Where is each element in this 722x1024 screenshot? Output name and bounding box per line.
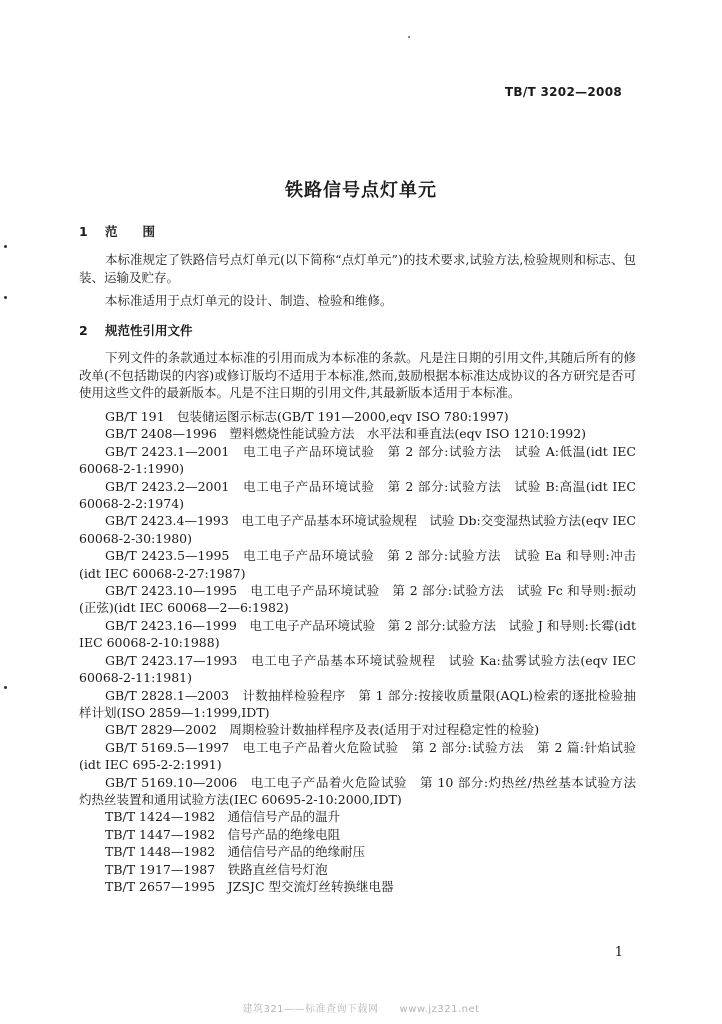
reference-item: TB/T 1447—1982 信号产品的绝缘电阻 — [105, 826, 341, 842]
section-title: 范 围 — [105, 224, 156, 239]
reference-item: GB/T 5169.10—2006 电工电子产品着火危险试验 第 10 部分:灼热丝/热丝基本试验方法 灼热丝装置和通用试验方法(IEC 60695-2-10:2000,IDT) — [79, 774, 649, 807]
reference-item: GB/T 2423.10—1995 电工电子产品环境试验 第 2 部分:试验方法 试验 Fc 和导则:振动(正弦)(idt IEC 60068—2—6:1982) — [79, 583, 636, 616]
references-intro-paragraph: 下列文件的条款通过本标准的引用而成为本标准的条款。凡是注日期的引用文件,其随后所有的修改单(不包括勘误的内容)或修订版均不适用于本标准,然而,鼓励根据本标准达成协议的各方研究是否可使用这些文件的最新版本。凡是不注日期的引用文件,其最新版本适用于本标准。 — [79, 350, 636, 400]
reference-item: GB/T 2423.16—1999 电工电子产品环境试验 第 2 部分:试验方法 试验 J 和导则:长霉(idt IEC 60068-2-10:1988) — [79, 617, 640, 651]
page-number: 1 — [614, 945, 623, 960]
scope-paragraph: 本标准规定了铁路信号点灯单元(以下简称“点灯单元”)的技术要求,试验方法,检验规则和标志、包装、运输及贮存。 — [79, 252, 636, 285]
reference-item: TB/T 2657—1995 JZSJC 型交流灯丝转换继电器 — [105, 878, 394, 894]
reference-item: GB/T 2423.4—1993 电工电子产品基本环境试验规程 试验 Db:交变湿热试验方法(eqv IEC 60068-2-30:1980) — [79, 513, 640, 546]
reference-item: GB/T 2423.17—1993 电工电子产品基本环境试验规程 试验 Ka:盐雾试验方法(eqv IEC 60068-2-11:1981) — [79, 652, 640, 686]
document-title: 铁路信号点灯单元 — [285, 180, 437, 201]
reference-item: GB/T 2828.1—2003 计数抽样检验程序 第 1 部分:按接收质量限(AQL)检索的逐批检验抽样计划(ISO 2859—1:1999,IDT) — [79, 687, 636, 720]
reference-item: TB/T 1917—1987 铁路直丝信号灯泡 — [105, 861, 328, 877]
section-title: 规范性引用文件 — [105, 323, 193, 338]
section-number: 1 — [79, 224, 88, 239]
standard-number: TB/T 3202—2008 — [504, 85, 622, 99]
reference-item: GB/T 2423.5—1995 电工电子产品环境试验 第 2 部分:试验方法 试验 Ea 和导则:冲击(idt IEC 60068-2-27:1987) — [79, 548, 636, 581]
reference-item: GB/T 191 包装储运图示标志(GB/T 191—2000,eqv ISO 780:1997) — [105, 409, 509, 424]
reference-item: TB/T 1448—1982 通信信号产品的绝缘耐压 — [105, 844, 366, 860]
section-heading-normative-references — [79, 321, 193, 339]
reference-list — [79, 408, 649, 895]
margin-dot — [4, 686, 7, 689]
reference-item: GB/T 2829—2002 周期检验计数抽样程序及表(适用于对过程稳定性的检验) — [105, 722, 540, 738]
reference-item: GB/T 2423.2—2001 电工电子产品环境试验 第 2 部分:试验方法 试验 B:高温(idt IEC 60068-2-2:1974) — [79, 478, 640, 512]
reference-item: TB/T 1424—1982 通信信号产品的温升 — [105, 809, 341, 825]
scan-mark — [408, 36, 410, 38]
reference-item: GB/T 5169.5—1997 电工电子产品着火危险试验 第 2 部分:试验方法 第 2 篇:针焰试验(idt IEC 695-2-2:1991) — [79, 739, 636, 773]
reference-item: GB/T 2408—1996 塑料燃烧性能试验方法 水平法和垂直法(eqv ISO 1210:1992) — [105, 426, 587, 442]
reference-item: GB/T 2423.1—2001 电工电子产品环境试验 第 2 部分:试验方法 试验 A:低温(idt IEC 60068-2-1:1990) — [79, 443, 640, 477]
section-heading-scope — [79, 222, 155, 240]
scope-applicability-paragraph: 本标准适用于点灯单元的设计、制造、检验和维修。 — [105, 293, 393, 308]
margin-dot — [4, 245, 7, 248]
section-number: 2 — [79, 323, 88, 338]
footer-watermark: 建筑321——标准查询下载网 www.jz321.net — [242, 1004, 480, 1015]
margin-dot — [4, 296, 7, 299]
